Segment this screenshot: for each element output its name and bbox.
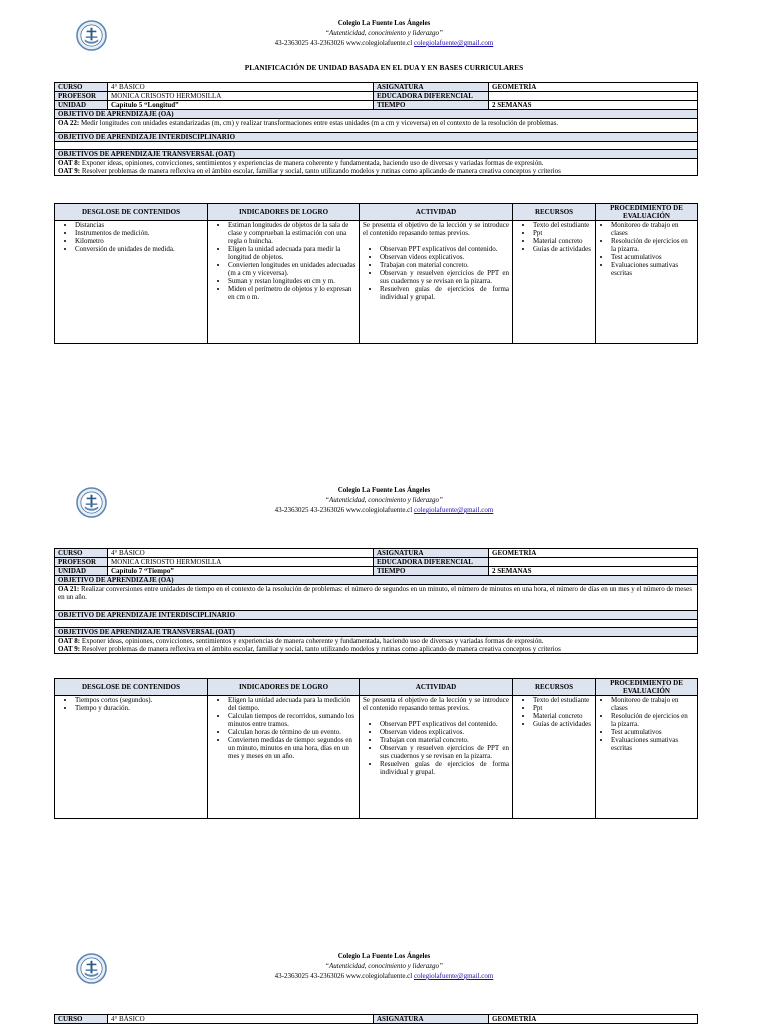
- unidad-label: UNIDAD: [55, 567, 108, 576]
- unit-plan-page-1: [0, 18, 768, 358]
- school-motto: “Autenticidad, conocimiento y liderazgo”: [325, 962, 443, 970]
- school-contact: [200, 971, 568, 981]
- school-phones: 43-2363025 43-2363026 www.colegiolafuente.cl: [274, 972, 413, 980]
- school-name: Colegio La Fuente Los Ángeles: [337, 486, 431, 494]
- school-header: [0, 18, 768, 58]
- list-item: • Evaluaciones sumativas escritas: [611, 261, 694, 277]
- actividad-cell: [360, 221, 513, 344]
- interdisciplinario-section-title: OBJETIVO DE APRENDIZAJE INTERDISCIPLINARIO: [55, 611, 698, 620]
- school-contact: [200, 505, 568, 515]
- list-item: • Observan y resuelven ejercicios de PPT en sus cuadernos y se revisan en la pizarra.: [380, 269, 509, 285]
- list-item: • Monitoreo de trabajo en clases: [611, 221, 694, 237]
- indicadores-cell: [208, 221, 360, 344]
- oat9-description: Resolver problemas de manera reflexiva en el ámbito escolar, familiar y social, tanto utilizando modelos y rutinas como aplicando de manera creativa conceptos y criterios: [80, 645, 561, 654]
- educadora-value: [489, 558, 698, 567]
- unidad-value: Capítulo 5 “Longitud”: [108, 101, 374, 110]
- list-item: • Observan y resuelven ejercicios de PPT en sus cuadernos y se revisan en la pizarra.: [380, 744, 509, 760]
- curso-label: CURSO: [55, 549, 108, 558]
- oa-description: Realizar conversiones entre unidades de tiempo en el contexto de la resolución de problemas: el número de segundos en un minuto, el número de minutos en una hora, el número de días en un mes y el número de meses en un año.: [58, 585, 692, 602]
- list-item: • Convierten medidas de tiempo: segundos en un minuto, minutos en una hora, días en un mes y meses en un año.: [228, 736, 356, 760]
- list-item: • Observan PPT explicativos del contenido.: [380, 720, 509, 728]
- school-name: Colegio La Fuente Los Ángeles: [337, 952, 431, 960]
- list-item: • Texto del estudiante: [533, 696, 592, 704]
- col-procedimiento-header: PROCEDIMIENTO DE EVALUACIÓN: [596, 679, 698, 696]
- profesor-value: MONICA CRISOSTO HERMOSILLA: [108, 92, 374, 101]
- asignatura-label: ASIGNATURA: [374, 549, 489, 558]
- curso-value: 4° BÁSICO: [108, 83, 374, 92]
- profesor-value: MONICA CRISOSTO HERMOSILLA: [108, 558, 374, 567]
- school-name: Colegio La Fuente Los Ángeles: [337, 19, 431, 27]
- list-item: • Observan PPT explicativos del contenido.: [380, 245, 509, 253]
- school-header: [0, 951, 768, 991]
- oat-section-title: OBJETIVOS DE APRENDIZAJE TRANSVERSAL (OAT): [55, 628, 698, 637]
- interdisciplinario-empty: [55, 620, 698, 628]
- tiempo-value: 2 SEMANAS: [489, 567, 698, 576]
- list-item: • Monitoreo de trabajo en clases: [611, 696, 694, 712]
- curso-value: 4° BÁSICO: [108, 1015, 374, 1024]
- educadora-value: [489, 92, 698, 101]
- oa-code: OA 22:: [58, 119, 80, 128]
- list-item: • Kilometro: [75, 237, 204, 245]
- list-item: • Calculan horas de término de un evento.: [228, 728, 356, 736]
- list-item: • Observan videos explicativos.: [380, 728, 509, 736]
- col-indicadores-header: INDICADORES DE LOGRO: [208, 204, 360, 221]
- oat9-code: OAT 9:: [58, 167, 81, 176]
- list-item: • Resuelven guías de ejercicios de forma individual y grupal.: [380, 760, 509, 776]
- list-item: • Test acumulativos: [611, 728, 694, 736]
- list-item: • Texto del estudiante: [533, 221, 592, 229]
- school-motto: “Autenticidad, conocimiento y liderazgo”: [325, 496, 443, 504]
- oa-code: OA 21:: [58, 585, 80, 594]
- asignatura-label: ASIGNATURA: [374, 1015, 489, 1024]
- list-item: • Instrumentos de medición.: [75, 229, 204, 237]
- recursos-cell: [513, 221, 596, 344]
- list-item: • Conversión de unidades de medida.: [75, 245, 204, 253]
- col-recursos-header: RECURSOS: [513, 204, 596, 221]
- asignatura-value: GEOMETRÍA: [489, 549, 698, 558]
- school-logo-icon: [76, 20, 107, 51]
- tiempo-label: TIEMPO: [374, 101, 489, 110]
- col-indicadores-header: INDICADORES DE LOGRO: [208, 679, 360, 696]
- oat8-description: Exponer ideas, opiniones, convicciones, sentimientos y experiencias de manera coherente y fundamentada, haciendo uso de diversas y variadas formas de expresión.: [80, 159, 544, 168]
- list-item: • Resolución de ejercicios en la pizarra.: [611, 237, 694, 253]
- educadora-label: EDUCADORA DIFERENCIAL: [374, 92, 489, 101]
- list-item: • Eligen la unidad adecuada para la medición del tiempo.: [228, 696, 356, 712]
- curso-label: CURSO: [55, 83, 108, 92]
- unidad-value: Capítulo 7 “Tiempo”: [108, 567, 374, 576]
- unidad-label: UNIDAD: [55, 101, 108, 110]
- list-item: • Resolución de ejercicios en la pizarra.: [611, 712, 694, 728]
- procedimiento-cell: [596, 696, 698, 819]
- asignatura-value: GEOMETRÍA: [489, 83, 698, 92]
- col-actividad-header: ACTIVIDAD: [360, 679, 513, 696]
- list-item: • Tiempo y duración.: [75, 704, 204, 712]
- school-email-link[interactable]: colegiolafuente@gmail.com: [413, 39, 494, 47]
- col-actividad-header: ACTIVIDAD: [360, 204, 513, 221]
- list-item: • Test acumulativos: [611, 253, 694, 261]
- list-item: • Trabajan con material concreto.: [380, 736, 509, 744]
- col-procedimiento-header: PROCEDIMIENTO DE EVALUACIÓN: [596, 204, 698, 221]
- unit-detail-table: [54, 678, 698, 819]
- interdisciplinario-section-title: OBJETIVO DE APRENDIZAJE INTERDISCIPLINARIO: [55, 133, 698, 142]
- oa-text: [55, 585, 698, 611]
- oa-section-title: OBJETIVO DE APRENDIZAJE (OA): [55, 576, 698, 585]
- educadora-label: EDUCADORA DIFERENCIAL: [374, 558, 489, 567]
- school-phones: 43-2363025 43-2363026 www.colegiolafuente.cl: [274, 506, 413, 514]
- plan-title: PLANIFICACIÓN DE UNIDAD BASADA EN EL DUA Y EN BASES CURRICULARES: [244, 63, 524, 72]
- actividad-cell: [360, 696, 513, 819]
- oat8-code: OAT 8:: [58, 159, 81, 168]
- school-email-link[interactable]: colegiolafuente@gmail.com: [413, 506, 494, 514]
- recursos-cell: [513, 696, 596, 819]
- oat9-code: OAT 9:: [58, 645, 81, 654]
- col-recursos-header: RECURSOS: [513, 679, 596, 696]
- asignatura-label: ASIGNATURA: [374, 83, 489, 92]
- list-item: • Material concreto: [533, 712, 592, 720]
- curso-label: CURSO: [55, 1015, 108, 1024]
- col-contenidos-header: DESGLOSE DE CONTENIDOS: [55, 679, 208, 696]
- school-logo-icon: [76, 953, 107, 984]
- list-item: • Distancias: [75, 221, 204, 229]
- tiempo-value: 2 SEMANAS: [489, 101, 698, 110]
- list-item: • Convierten longitudes en unidades adecuadas (m a cm y viceversa).: [228, 261, 356, 277]
- oat-text: [55, 637, 698, 654]
- school-phones: 43-2363025 43-2363026 www.colegiolafuente.cl: [274, 39, 413, 47]
- col-contenidos-header: DESGLOSE DE CONTENIDOS: [55, 204, 208, 221]
- interdisciplinario-empty: [55, 142, 698, 150]
- school-header: [0, 485, 768, 525]
- actividad-intro: Se presenta el objetivo de la lección y se introduce el contenido repasando temas previos.: [363, 696, 509, 713]
- list-item: • Tiempos cortos (segundos).: [75, 696, 204, 704]
- list-item: • Resuelven guías de ejercicios de forma individual y grupal.: [380, 285, 509, 301]
- list-item: • Evaluaciones sumativas escritas: [611, 736, 694, 752]
- profesor-label: PROFESOR: [55, 558, 108, 567]
- contenidos-cell: [55, 696, 208, 819]
- unit-plan-table: [54, 548, 698, 654]
- oat8-code: OAT 8:: [58, 637, 81, 646]
- oa-section-title: OBJETIVO DE APRENDIZAJE (OA): [55, 110, 698, 119]
- curso-value: 4° BÁSICO: [108, 549, 374, 558]
- oa-text: [55, 119, 698, 133]
- school-logo-icon: [76, 487, 107, 518]
- list-item: • Ppt: [533, 229, 592, 237]
- unit-plan-page-2: [0, 485, 768, 825]
- profesor-label: PROFESOR: [55, 92, 108, 101]
- list-item: • Guías de actividades: [533, 245, 592, 253]
- oa-description: Medir longitudes con unidades estandarizadas (m, cm) y realizar transformaciones entre estas unidades (m a cm y viceversa) en el contexto de la resolución de problemas.: [79, 119, 559, 128]
- tiempo-label: TIEMPO: [374, 567, 489, 576]
- oat-section-title: OBJETIVOS DE APRENDIZAJE TRANSVERSAL (OAT): [55, 150, 698, 159]
- oat8-description: Exponer ideas, opiniones, convicciones, sentimientos y experiencias de manera coherente y fundamentada, haciendo uso de diversas y variadas formas de expresión.: [80, 637, 544, 646]
- list-item: • Guías de actividades: [533, 720, 592, 728]
- unit-plan-table: [54, 82, 698, 176]
- list-item: • Miden el perímetro de objetos y lo expresan en cm o m.: [228, 285, 356, 301]
- list-item: • Observan videos explicativos.: [380, 253, 509, 261]
- school-contact: [200, 38, 568, 48]
- procedimiento-cell: [596, 221, 698, 344]
- school-motto: “Autenticidad, conocimiento y liderazgo”: [325, 29, 443, 37]
- actividad-intro: Se presenta el objetivo de la lección y se introduce el contenido repasando temas previos.: [363, 221, 509, 238]
- list-item: • Material concreto: [533, 237, 592, 245]
- oat9-description: Resolver problemas de manera reflexiva en el ámbito escolar, familiar y social, tanto utilizando modelos y rutinas como aplicando de manera creativa conceptos y criterios: [80, 167, 561, 176]
- list-item: • Eligen la unidad adecuada para medir la longitud de objetos.: [228, 245, 356, 261]
- list-item: • Calculan tiempos de recorridos, sumando los minutos entre tramos.: [228, 712, 356, 728]
- list-item: • Trabajan con material concreto.: [380, 261, 509, 269]
- contenidos-cell: [55, 221, 208, 344]
- asignatura-value: GEOMETRÍA: [489, 1015, 698, 1024]
- list-item: • Ppt: [533, 704, 592, 712]
- indicadores-cell: [208, 696, 360, 819]
- school-email-link[interactable]: colegiolafuente@gmail.com: [413, 972, 494, 980]
- oat-text: [55, 159, 698, 176]
- unit-plan-table: [54, 1014, 698, 1024]
- list-item: • Suman y restan longitudes en cm y m.: [228, 277, 356, 285]
- list-item: • Estiman longitudes de objetos de la sala de clase y comprueban la estimación con una regla o huincha.: [228, 221, 356, 245]
- unit-detail-table: [54, 203, 698, 344]
- unit-plan-page-3: [0, 951, 768, 1024]
